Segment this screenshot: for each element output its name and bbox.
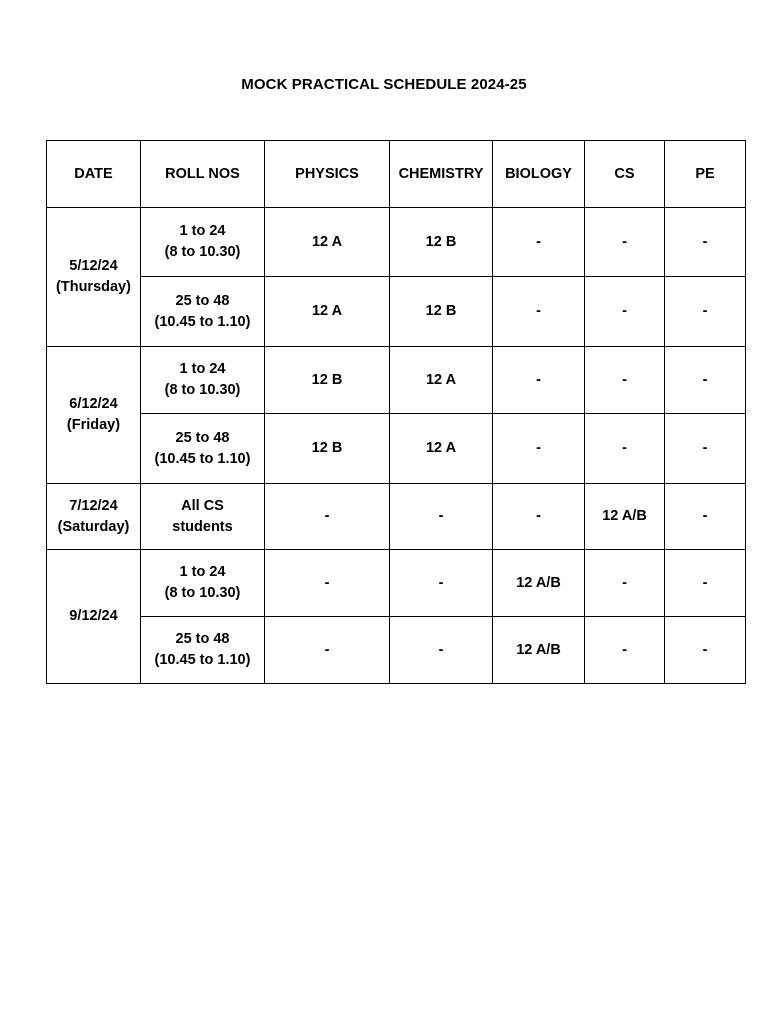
date-text: 5/12/24 [69, 258, 118, 274]
table-row [47, 347, 746, 414]
physics-cell: - [265, 484, 390, 550]
chemistry-cell: - [390, 617, 493, 684]
roll-cell [141, 617, 265, 684]
chemistry-cell: 12 A [390, 414, 493, 484]
header-date: DATE [47, 141, 141, 208]
table-row [47, 484, 746, 550]
cs-cell: 12 A/B [585, 484, 665, 550]
biology-cell: - [493, 208, 585, 277]
roll-range: 1 to 24 [179, 361, 226, 377]
roll-range: All CS [181, 497, 224, 514]
roll-cell [141, 208, 265, 277]
header-cs: CS [585, 141, 665, 208]
biology-cell: - [493, 277, 585, 347]
biology-cell: 12 A/B [493, 617, 585, 684]
physics-cell: 12 B [265, 347, 390, 414]
page-title: MOCK PRACTICAL SCHEDULE 2024-25 [241, 76, 527, 93]
table-row [47, 208, 746, 277]
cs-cell: - [585, 347, 665, 414]
date-text: 6/12/24 [69, 396, 118, 412]
biology-cell: - [493, 484, 585, 550]
chemistry-cell: - [390, 550, 493, 617]
date-cell [47, 550, 141, 684]
day-text: (Saturday) [57, 518, 130, 535]
roll-time: (10.45 to 1.10) [154, 313, 251, 330]
table-row [47, 414, 746, 484]
header-roll-nos: ROLL NOS [141, 141, 265, 208]
date-cell [47, 347, 141, 484]
chemistry-cell: 12 B [390, 208, 493, 277]
header-pe: PE [665, 141, 746, 208]
roll-cell [141, 347, 265, 414]
date-cell [47, 484, 141, 550]
header-biology: BIOLOGY [493, 141, 585, 208]
roll-time: (8 to 10.30) [164, 244, 241, 260]
table-row [47, 617, 746, 684]
biology-cell: - [493, 347, 585, 414]
cs-cell: - [585, 277, 665, 347]
pe-cell: - [665, 484, 746, 550]
physics-cell: 12 A [265, 208, 390, 277]
biology-cell: - [493, 414, 585, 484]
header-chemistry: CHEMISTRY [390, 141, 493, 208]
cs-cell: - [585, 617, 665, 684]
pe-cell: - [665, 414, 746, 484]
roll-range: 25 to 48 [175, 429, 230, 446]
physics-cell: - [265, 550, 390, 617]
date-text: 9/12/24 [69, 608, 118, 624]
pe-cell: - [665, 277, 746, 347]
roll-range: 25 to 48 [175, 292, 230, 309]
roll-time: (8 to 10.30) [164, 382, 241, 398]
roll-cell [141, 484, 265, 550]
header-row [47, 141, 746, 208]
schedule-table [46, 140, 746, 684]
table-row [47, 277, 746, 347]
pe-cell: - [665, 550, 746, 617]
roll-cell [141, 414, 265, 484]
chemistry-cell: - [390, 484, 493, 550]
header-physics: PHYSICS [265, 141, 390, 208]
physics-cell: 12 B [265, 414, 390, 484]
day-text: (Friday) [66, 417, 121, 433]
table-row [47, 550, 746, 617]
roll-range: 1 to 24 [179, 223, 226, 239]
physics-cell: - [265, 617, 390, 684]
cs-cell: - [585, 208, 665, 277]
pe-cell: - [665, 347, 746, 414]
roll-time: (10.45 to 1.10) [154, 450, 251, 467]
date-text: 7/12/24 [69, 497, 118, 514]
cs-cell: - [585, 550, 665, 617]
day-text: (Thursday) [56, 279, 131, 295]
roll-cell [141, 550, 265, 617]
pe-cell: - [665, 208, 746, 277]
roll-time: (8 to 10.30) [164, 585, 241, 601]
roll-range: 1 to 24 [179, 564, 226, 580]
pe-cell: - [665, 617, 746, 684]
chemistry-cell: 12 B [390, 277, 493, 347]
roll-cell [141, 277, 265, 347]
biology-cell: 12 A/B [493, 550, 585, 617]
physics-cell: 12 A [265, 277, 390, 347]
roll-time: (10.45 to 1.10) [154, 652, 251, 668]
cs-cell: - [585, 414, 665, 484]
date-cell [47, 208, 141, 347]
roll-time: students [172, 518, 233, 535]
roll-range: 25 to 48 [175, 631, 230, 647]
chemistry-cell: 12 A [390, 347, 493, 414]
